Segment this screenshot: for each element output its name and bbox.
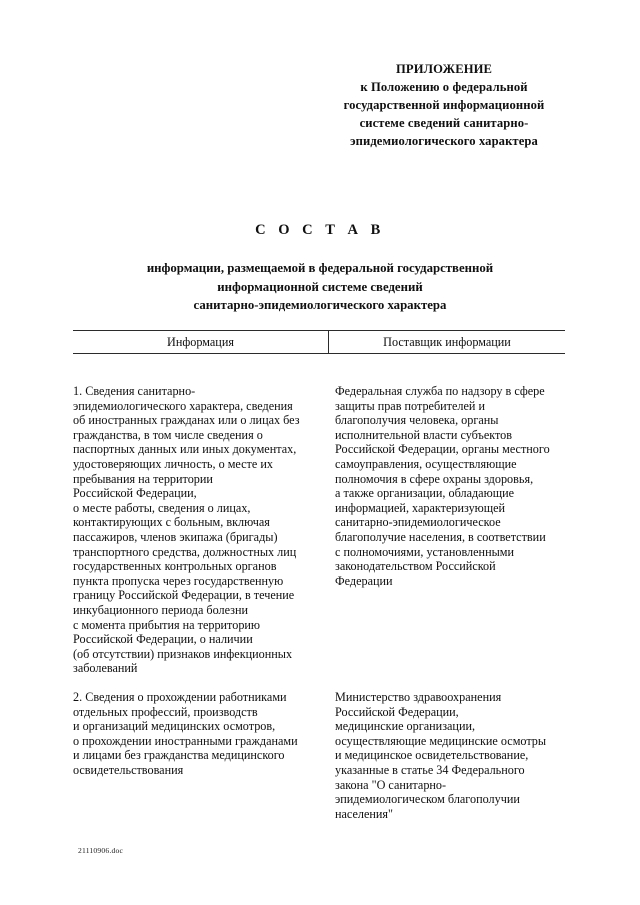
text-line: благополучия человека, органы <box>335 413 499 428</box>
table-row <box>73 672 565 842</box>
cell-supplier-1 <box>335 384 571 588</box>
text-line: Министерство здравоохранения <box>335 690 502 704</box>
document-subtitle-line-1: информации, размещаемой в федеральной государственной <box>146 261 494 275</box>
document-subtitle-line-3: санитарно-эпидемиологического характера <box>193 298 447 312</box>
text-line: инкубационного периода болезни <box>73 602 249 617</box>
text-line: пребывания на территории <box>73 471 213 486</box>
text-line: указанные в статье 34 Федерального <box>335 762 525 777</box>
text-line: и организаций медицинских осмотров, <box>73 719 276 734</box>
text-line: с момента прибытия на территорию <box>73 617 261 632</box>
text-line: о прохождении иностранными гражданами <box>73 733 298 748</box>
text-line: пункта пропуска через государственную <box>73 573 284 588</box>
text-line: и лицами без гражданства медицинского <box>73 748 285 763</box>
composition-table <box>73 330 565 842</box>
table-row <box>73 354 565 676</box>
text-line: санитарно-эпидемиологическое <box>335 515 501 530</box>
column-header-supplier: Поставщик информации <box>383 334 511 349</box>
column-header-information: Информация <box>167 334 234 349</box>
text-line: контактирующих с больным, включая <box>73 515 270 530</box>
cell-information-2 <box>73 690 331 778</box>
table-header-row <box>73 330 565 354</box>
text-line: эпидемиологическом благополучии <box>335 792 520 807</box>
text-line: защиты прав потребителей и <box>335 398 485 413</box>
appendix-header-line-3: системе сведений санитарно- <box>359 116 529 130</box>
text-line: пассажиров, членов экипажа (бригады) <box>73 529 278 544</box>
text-line: эпидемиологического характера, сведения <box>73 398 293 413</box>
text-line: и медицинское освидетельствование, <box>335 748 529 763</box>
text-line: с полномочиями, установленными <box>335 544 515 559</box>
text-line: 2. Сведения о прохождении работниками <box>73 690 287 704</box>
text-line: исполнительной власти субъектов <box>335 427 513 442</box>
appendix-header-line-2: государственной информационной <box>343 98 545 112</box>
text-line: (об отсутствии) признаков инфекционных <box>73 646 293 661</box>
text-line: Российской Федерации, о наличии <box>73 632 253 647</box>
text-line: транспортного средства, должностных лиц <box>73 544 297 559</box>
document-title-heading: С О С Т А В <box>255 222 385 238</box>
text-line: Российской Федерации, <box>73 486 197 501</box>
text-line: закона "О санитарно- <box>335 777 447 792</box>
cell-information-1 <box>73 384 331 676</box>
text-line: самоуправления, осуществляющие <box>335 456 517 471</box>
text-line: паспортных данных или иных документах, <box>73 442 297 457</box>
text-line: а также организации, обладающие <box>335 486 515 501</box>
text-line: отдельных профессий, производств <box>73 704 258 719</box>
cell-supplier-2 <box>335 690 571 821</box>
text-line: медицинские организации, <box>335 719 476 734</box>
table-body <box>73 354 565 842</box>
document-subtitle-line-2: информационной системе сведений <box>217 279 423 294</box>
text-line: о месте работы, сведения о лицах, <box>73 500 251 515</box>
text-line: заболеваний <box>73 661 138 676</box>
text-line: населения" <box>335 806 394 821</box>
text-line: законодательством Российской <box>335 559 496 574</box>
text-line: полномочия в сфере охраны здоровья, <box>335 471 534 486</box>
text-line: Федерации <box>335 573 393 588</box>
text-line: благополучие населения, в соответствии <box>335 529 546 544</box>
appendix-header-line-4: эпидемиологического характера <box>350 134 538 148</box>
text-line: удостоверяющих личность, о месте их <box>73 456 273 471</box>
text-line: Федеральная служба по надзору в сфере <box>335 384 545 398</box>
text-line: Российской Федерации, <box>335 704 459 719</box>
text-line: 1. Сведения санитарно- <box>73 384 196 398</box>
appendix-header-line-1: к Положению о федеральной <box>360 80 528 94</box>
text-line: освидетельствования <box>73 762 184 777</box>
text-line: государственных контрольных органов <box>73 559 277 574</box>
page-title <box>70 222 570 315</box>
appendix-title: ПРИЛОЖЕНИЕ <box>396 62 492 76</box>
text-line: Российской Федерации, органы местного <box>335 442 550 457</box>
footer-filename: 21110906.doc <box>78 846 124 855</box>
text-line: осуществляющие медицинские осмотры <box>335 733 547 748</box>
text-line: информацией, характеризующей <box>335 500 506 515</box>
text-line: гражданства, в том числе сведения о <box>73 427 263 442</box>
appendix-header <box>318 60 570 150</box>
text-line: об иностранных гражданах или о лицах без <box>73 413 300 428</box>
text-line: границу Российской Федерации, в течение <box>73 588 295 603</box>
